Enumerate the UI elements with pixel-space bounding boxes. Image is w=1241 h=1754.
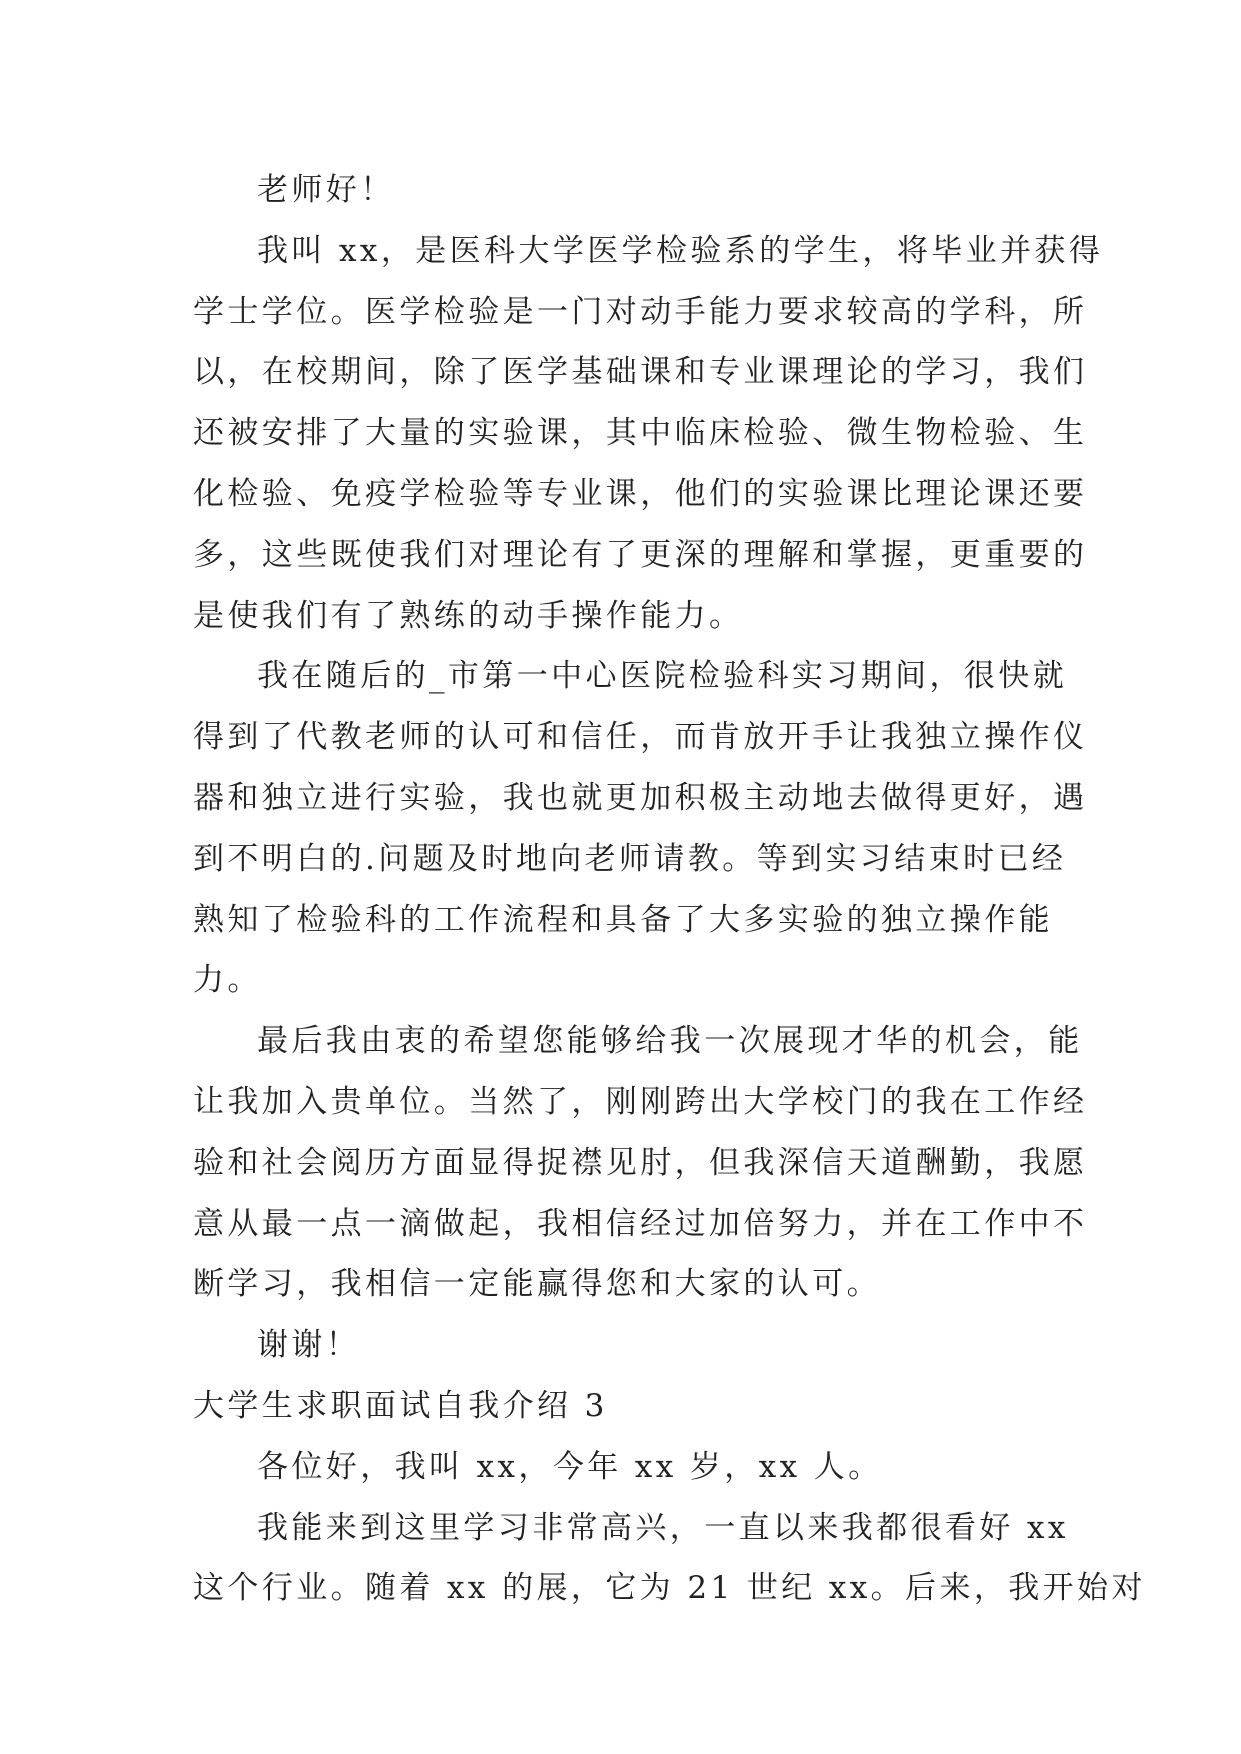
paragraph-line: 我叫 xx，是医科大学医学检验系的学生，将毕业并获得 [257,232,1104,269]
paragraph-line: 以，在校期间，除了医学基础课和专业课理论的学习，我们 [193,354,1088,391]
paragraph-line: 我能来到这里学习非常高兴，一直以来我都很看好 xx [257,1509,1069,1546]
paragraph-line: 器和独立进行实验，我也就更加积极主动地去做得更好，遇 [193,779,1088,816]
paragraph-line: 断学习，我相信一定能赢得您和大家的认可。 [193,1266,881,1303]
paragraph-line: 到不明白的.问题及时地向老师请教。等到实习结束时已经 [193,840,1067,877]
paragraph-line: 这个行业。随着 xx 的展，它为 21 世纪 xx。后来，我开始对 [193,1570,1146,1607]
paragraph-line: 力。 [193,962,262,999]
paragraph-line: 验和社会阅历方面显得捉襟见肘，但我深信天道酬勤，我愿 [193,1144,1088,1181]
greeting-line: 老师好！ [257,172,395,208]
paragraph-line: 我在随后的_市第一中心医院检验科实习期间，很快就 [257,658,1068,695]
document-page [193,160,1146,1619]
paragraph-line: 最后我由衷的希望您能够给我一次展现才华的机会，能 [257,1023,1083,1060]
closing-line: 谢谢！ [257,1327,361,1364]
paragraph-line: 熟知了检验科的工作流程和具备了大多实验的独立操作能 [193,901,1053,938]
paragraph-line: 化检验、免疫学检验等专业课，他们的实验课比理论课还要 [193,475,1088,512]
paragraph-line: 多，这些既使我们对理论有了更深的理解和掌握，更重要的 [193,536,1088,573]
paragraph-line: 得到了代教老师的认可和信任，而肯放开手让我独立操作仪 [193,719,1088,756]
paragraph-line: 还被安排了大量的实验课，其中临床检验、微生物检验、生 [193,415,1088,452]
paragraph-line: 意从最一点一滴做起，我相信经过加倍努力，并在工作中不 [193,1205,1088,1242]
paragraph-line: 是使我们有了熟练的动手操作能力。 [193,597,744,634]
section-title: 大学生求职面试自我介绍 3 [193,1387,608,1424]
paragraph-line: 让我加入贵单位。当然了，刚刚跨出大学校门的我在工作经 [193,1083,1088,1120]
paragraph-line: 学士学位。医学检验是一门对动手能力要求较高的学科，所 [193,293,1088,330]
section-greeting-line: 各位好，我叫 xx，今年 xx 岁，xx 人。 [257,1448,883,1485]
